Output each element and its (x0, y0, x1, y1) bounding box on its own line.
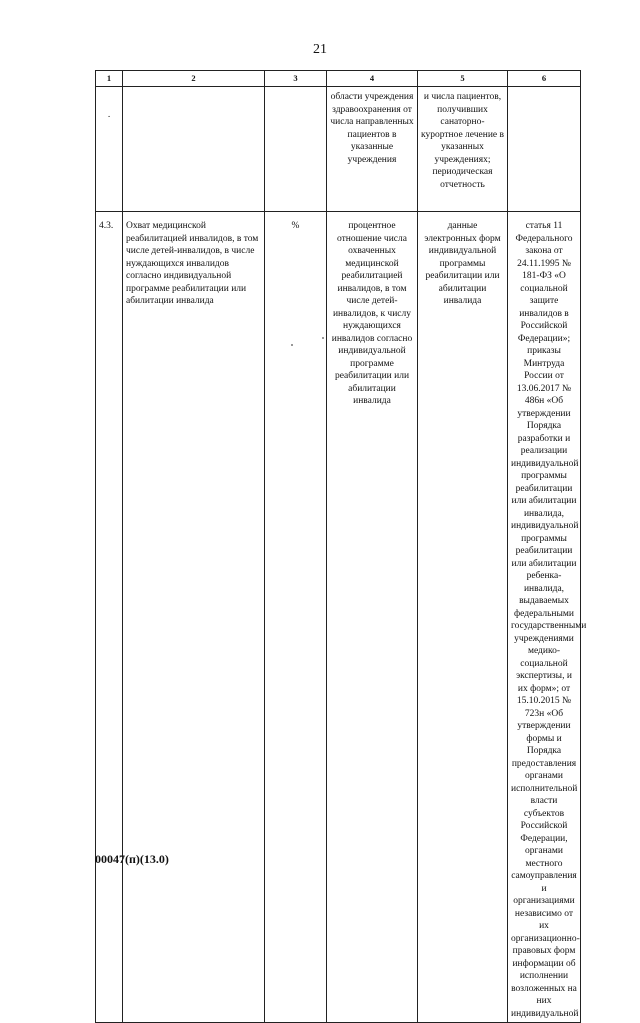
column-header: 3 (265, 71, 327, 87)
table-row-4-3 (96, 212, 581, 1023)
continuation-source-cell: и числа пациентов, получивших санаторно-курортное лечение в указанных учреждениях; периодическая отчетность (418, 87, 508, 212)
scan-speck (322, 337, 324, 339)
document-code: 00047(п)(13.0) (95, 852, 169, 866)
table-header-row (96, 71, 581, 87)
continuation-basis-cell (508, 87, 581, 212)
legal-basis-cell: статья 11 Федерального закона от 24.11.1995 № 181-ФЗ «О социальной защите инвалидов в Российской Федерации»; приказы Минтруда России от 13.06.2017 № 486н «Об утверждении Порядка разработки и реализации индивидуальной программы реабилитации или абилитации инвалида, индивидуальной программы реабилитации или абилитации ребенка-инвалида, выдаваемых федеральными государственными учреждениями медико-социальной экспертизы, и их форм»; от 15.10.2015 № 723н «Об утверждении формы и Порядка предоставления органами исполнительной власти субъектов Российской Федерации, органами местного самоуправления и организациями независимо от их организационно-правовых форм информации об исполнении возложенных на них индивидуальной (508, 212, 581, 1023)
column-header: 5 (418, 71, 508, 87)
scan-speck (291, 344, 293, 346)
column-header: 4 (327, 71, 418, 87)
column-header: 6 (508, 71, 581, 87)
table-row-continuation (96, 87, 581, 212)
column-header: 1 (96, 71, 123, 87)
calculation-method-cell: процентное отношение числа охваченных медицинской реабилитацией инвалидов, в том числе детей-инвалидов, к числу нуждающихся инвалидов согласно индивидуальной программе реабилитации или абилитации инвалида (327, 212, 418, 1023)
continuation-number-cell: . (96, 87, 123, 212)
column-header: 2 (123, 71, 265, 87)
continuation-indicator-cell (123, 87, 265, 212)
unit-cell: % (265, 212, 327, 1023)
indicators-table (95, 70, 587, 1023)
page-number: 21 (313, 42, 327, 57)
continuation-method-cell: области учреждения здравоохранения от числа направленных пациентов в указанные учреждения (327, 87, 418, 212)
indicator-name-cell: Охват медицинской реабилитацией инвалидов, в том числе детей-инвалидов, в числе нуждающихся инвалидов согласно индивидуальной программе реабилитации или абилитации инвалида (123, 212, 265, 1023)
continuation-unit-cell (265, 87, 327, 212)
row-number-cell: 4.3. (96, 212, 123, 1023)
data-source-cell: данные электронных форм индивидуальной программы реабилитации или абилитации инвалида (418, 212, 508, 1023)
